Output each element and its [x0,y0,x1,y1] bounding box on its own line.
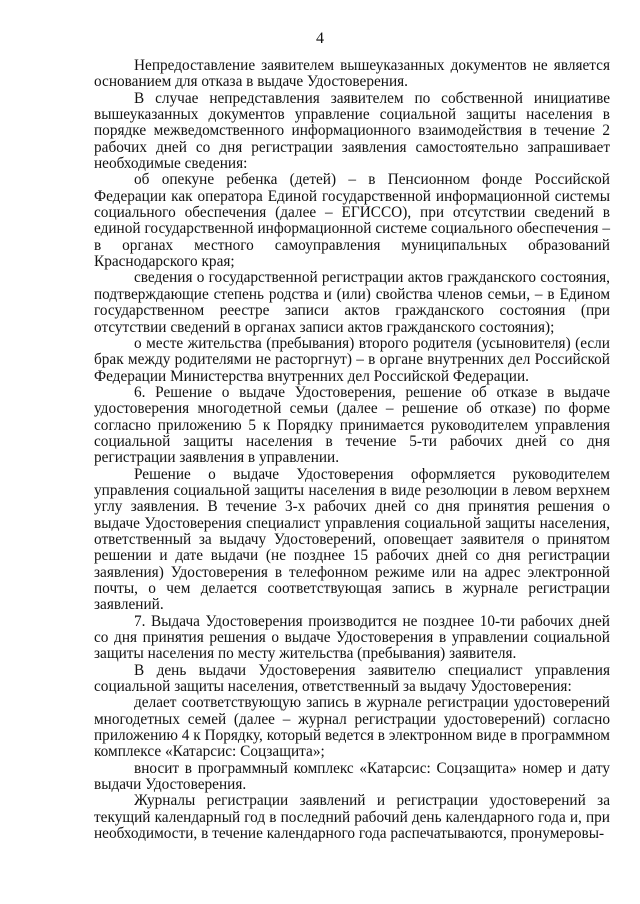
paragraph: Решение о выдаче Удостоверения оформляется руководителем управления социальной защиты населения в виде резолюции в левом верхнем углу заявления. В течение 3-х рабочих дней со дня принятия решения о выдаче Удостоверения специалист управления социальной защиты населения, ответственный за выдачу Удостоверений, оповещает заявителя о принятом решении и дате выдачи (не позднее 15 рабочих дней со дня регистрации заявления) Удостоверения в телефонном режиме или на адрес электронной почты, о чем делается соответствующая запись в журнале регистрации заявлений. [94,465,610,614]
paragraph: Непредоставление заявителем вышеуказанных документов не является основанием для отказа в выдаче Удостоверения. [94,57,610,91]
paragraph: вносит в программный комплекс «Катарсис: Соцзащита» номер и дату выдачи Удостоверения. [94,759,610,794]
paragraph: 7. Выдача Удостоверения производится не позднее 10-ти рабочих дней со дня принятия решения о выдаче Удостоверения в управлении социальной защиты населения по месту жительства (пребывания) заявителя. [94,612,610,663]
document-body [94,58,610,843]
page-number: 4 [316,30,324,47]
paragraph: сведения о государственной регистрации актов гражданского состояния, подтверждающие степень родства и (или) свойства членов семьи, – в Едином государственном реестре записи актов гражданского состояния (при отсутствии сведений в органах записи актов гражданского состояния); [94,269,610,336]
paragraph: В случае непредставления заявителем по собственной инициативе вышеуказанных документов управление социальной защиты населения в порядке межведомственного информационного взаимодействия в течение 2 рабочих дней со дня регистрации заявления самостоятельно запрашивает необходимые сведения: [94,89,610,173]
paragraph: В день выдачи Удостоверения заявителю специалист управления социальной защиты населения, ответственный за выдачу Удостоверения: [94,661,610,696]
paragraph: делает соответствующую запись в журнале регистрации удостоверений многодетных семей (далее – журнал регистрации удостоверений) согласно приложению 4 к Порядку, который ведется в электронном виде в программном комплексе «Катарсис: Соцзащита»; [94,694,610,761]
paragraph: о месте жительства (пребывания) второго родителя (усыновителя) (если брак между родителями не расторгнут) – в органе внутренних дел Российской Федерации Министерства внутренних дел Российской Федерации. [94,334,610,385]
paragraph: об опекуне ребенка (детей) – в Пенсионном фонде Российской Федерации как оператора Единой государственной информационной системы социального обеспечения (далее – ЕГИССО), при отсутствии сведений в единой государственной информационной системе социального обеспечения – в органах местного самоуправления муниципальных образований Краснодарского края; [94,171,610,271]
paragraph: 6. Решение о выдаче Удостоверения, решение об отказе в выдаче удостоверения многодетной семьи (далее – решение об отказе) по форме согласно приложению 5 к Порядку принимается руководителем управления социальной защиты населения в течение 5-ти рабочих дней со дня регистрации заявления в управлении. [94,383,610,467]
paragraph: Журналы регистрации заявлений и регистрации удостоверений за текущий календарный год в последний рабочий день календарного года и, при необходимости, в течение календарного года распечатываются, пронумеровы- [94,792,610,843]
